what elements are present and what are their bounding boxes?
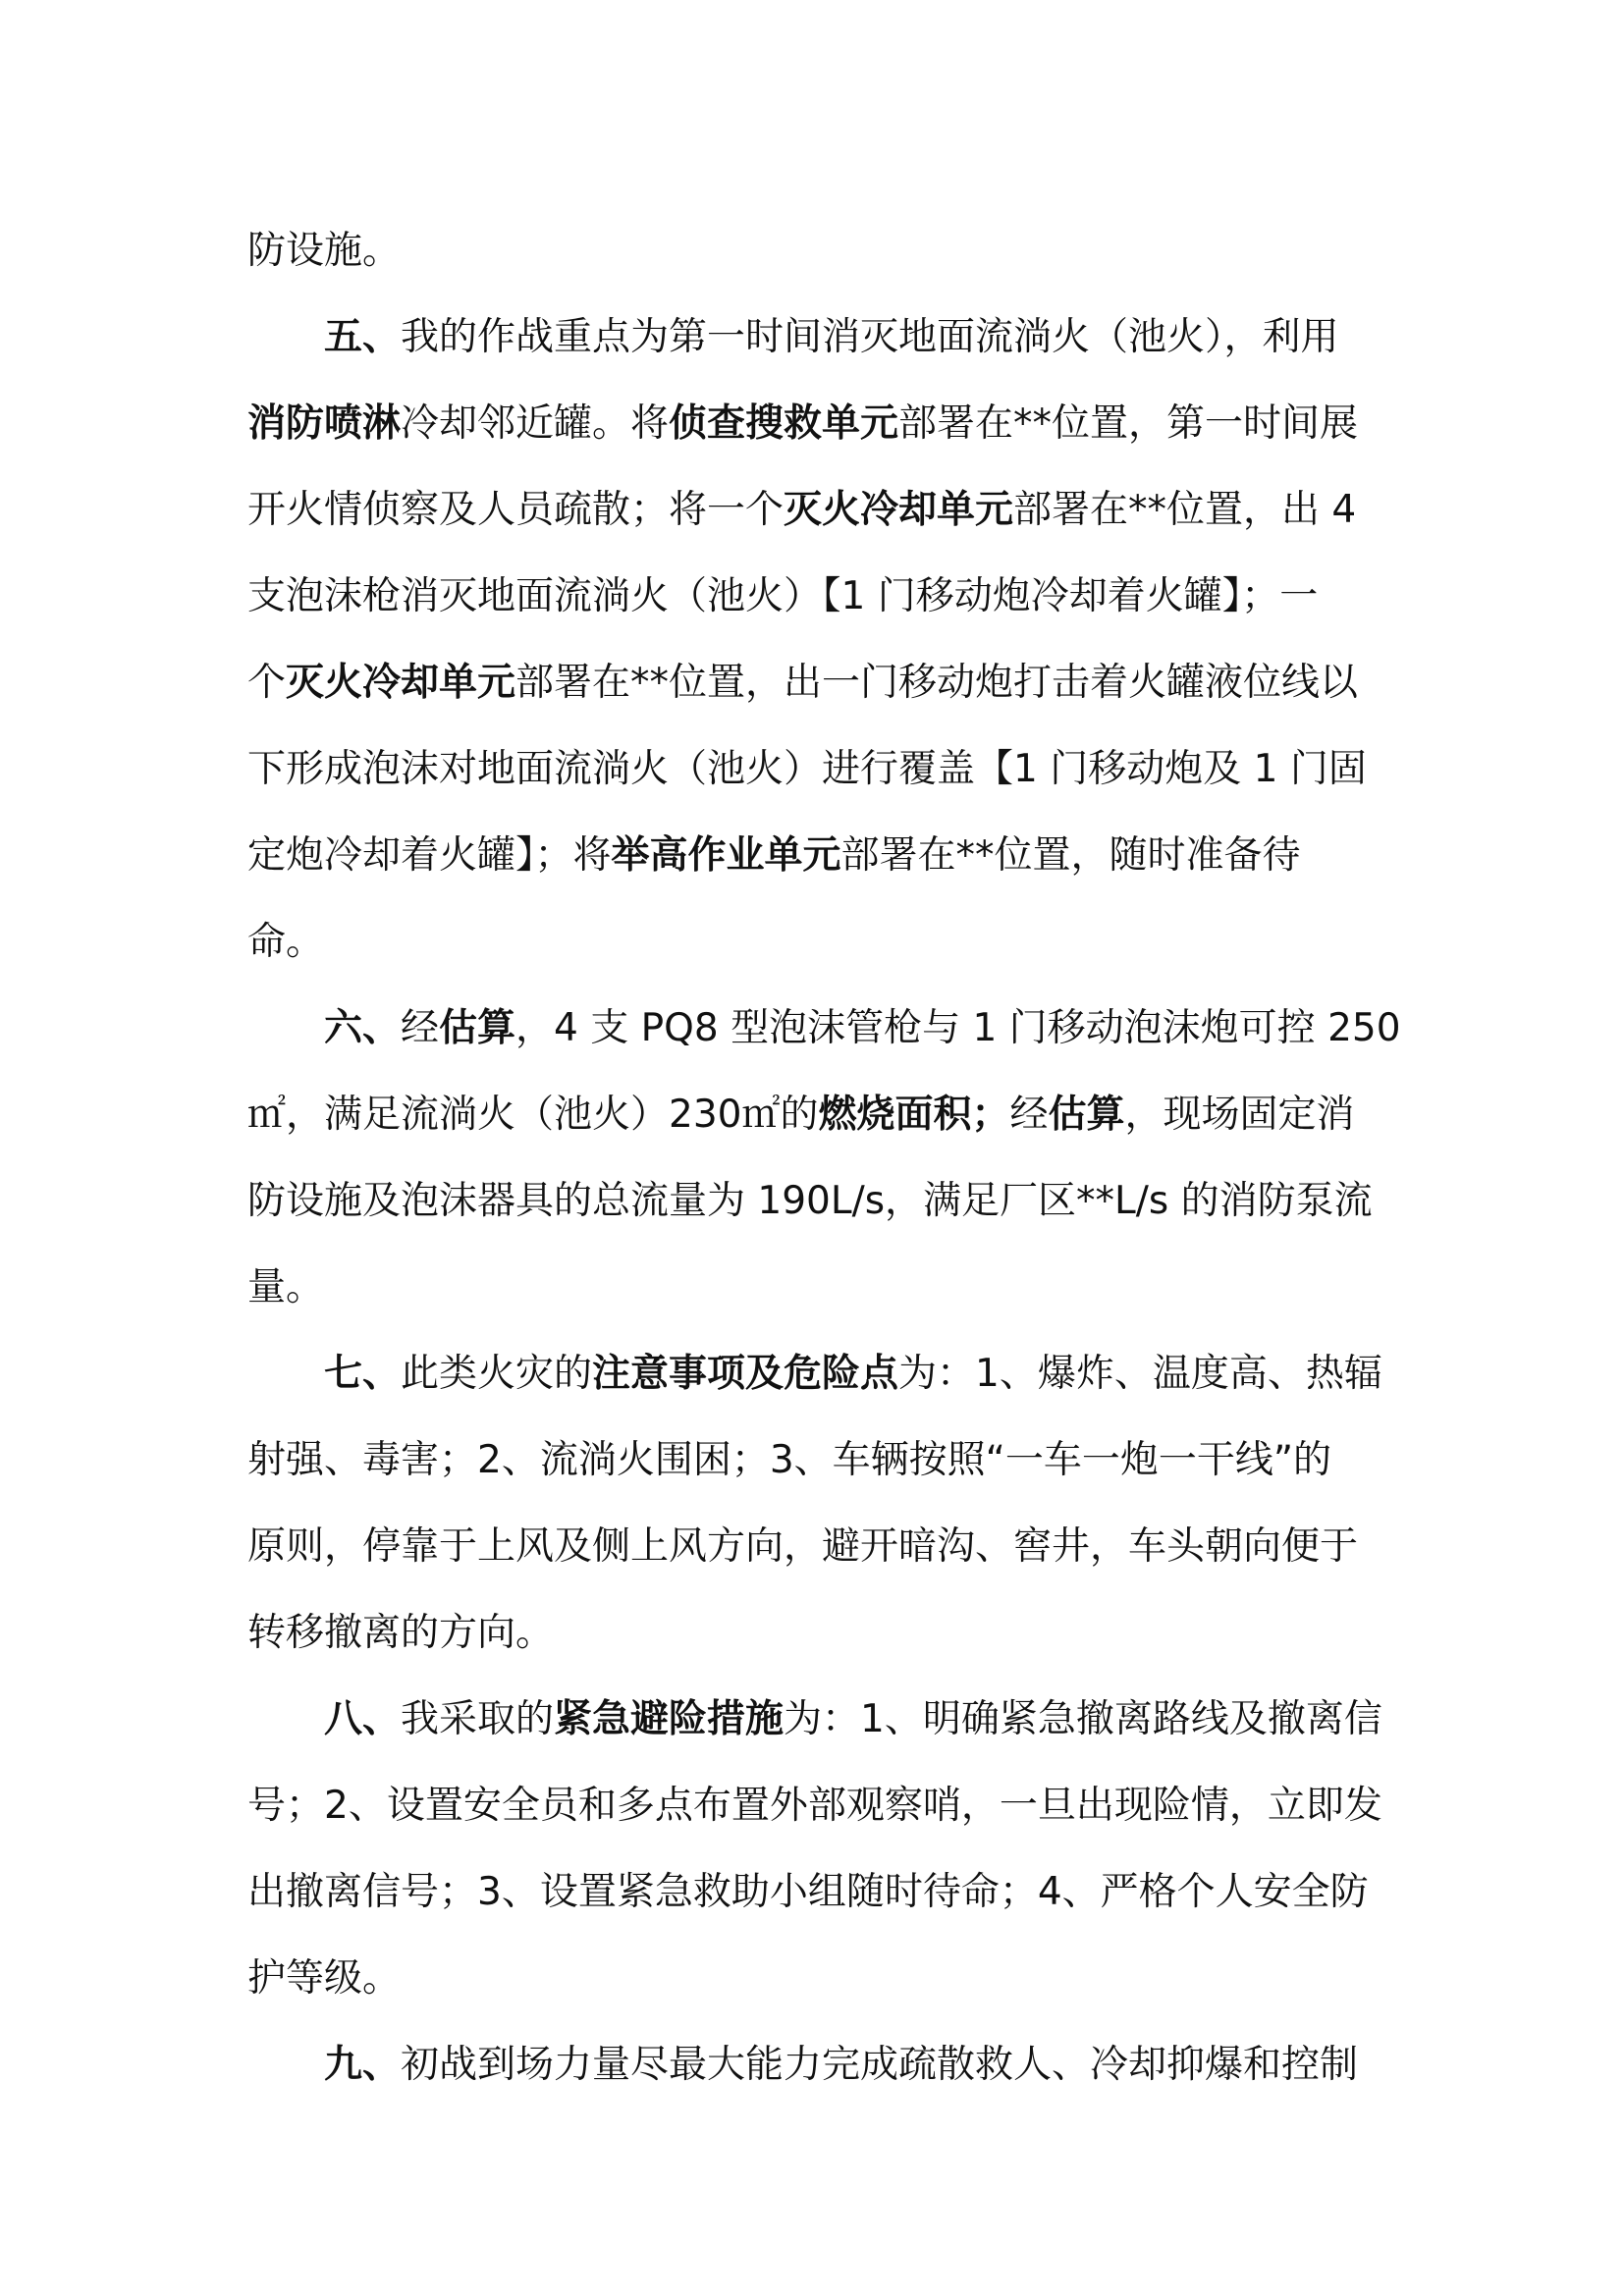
bold-text-segment: 紧急避险措施 <box>554 1697 785 1741</box>
text-line <box>247 1949 401 2008</box>
bold-text-segment: 七、 <box>324 1352 402 1396</box>
bold-text-segment: 估算 <box>439 1006 516 1050</box>
text-line <box>247 1777 1382 1836</box>
bold-text-segment: 六、 <box>324 1006 402 1050</box>
text-segment: 为：1、爆炸、温度高、热辐 <box>898 1352 1382 1396</box>
text-segment: 原则，停靠于上风及侧上风方向，避开暗沟、窖井，车头朝向便于 <box>247 1524 1359 1569</box>
text-segment: ㎡，满足流淌火（池火）230㎡的 <box>247 1093 819 1137</box>
text-segment: 射强、毒害；2、流淌火围困；3、车辆按照“一车一炮一干线”的 <box>247 1438 1332 1482</box>
text-segment: 号；2、设置安全员和多点布置外部观察哨，一旦出现险情，立即发 <box>247 1784 1382 1828</box>
text-line <box>247 827 1301 885</box>
text-segment: 部署在**位置，出一门移动炮打击着火罐液位线以 <box>515 661 1359 705</box>
text-segment: 我采取的 <box>401 1697 555 1741</box>
text-segment: 护等级。 <box>247 1956 402 2001</box>
text-segment: 为：1、明确紧急撤离路线及撤离信 <box>784 1697 1382 1741</box>
text-segment: 开火情侦察及人员疏散；将一个 <box>247 488 785 532</box>
text-line <box>247 654 1358 713</box>
text-segment: 转移撤离的方向。 <box>247 1611 555 1655</box>
text-line <box>247 1172 1373 1231</box>
text-segment: ，现场固定消 <box>1124 1093 1355 1137</box>
text-segment: 命。 <box>247 920 325 964</box>
bold-text-segment: 燃烧面积； <box>818 1093 1010 1137</box>
text-segment: 此类火灾的 <box>401 1352 593 1396</box>
text-line <box>324 2036 1358 2095</box>
text-segment: 出撤离信号；3、设置紧急救助小组随时待命；4、严格个人安全防 <box>247 1870 1369 1914</box>
text-line <box>324 308 1339 367</box>
text-segment: 部署在**位置，出 4 <box>1013 488 1357 532</box>
text-segment: 下形成泡沫对地面流淌火（池火）进行覆盖【1 门移动炮及 1 门固 <box>247 747 1367 791</box>
text-line <box>247 395 1358 454</box>
text-segment: 经 <box>401 1006 440 1050</box>
text-segment: 定炮冷却着火罐】；将 <box>247 833 612 878</box>
bold-text-segment: 消防喷淋 <box>247 401 402 446</box>
text-line <box>247 1604 554 1663</box>
text-segment: 冷却邻近罐。将 <box>401 401 670 446</box>
text-segment: 部署在**位置，第一时间展 <box>898 401 1359 446</box>
bold-text-segment: 灭火冷却单元 <box>286 661 516 705</box>
bold-text-segment: 注意事项及危险点 <box>592 1352 899 1396</box>
bold-text-segment: 举高作业单元 <box>611 833 841 878</box>
text-line <box>247 913 324 972</box>
bold-text-segment: 灭火冷却单元 <box>784 488 1014 532</box>
text-segment: 支泡沫枪消灭地面流淌火（池火）【1 门移动炮冷却着火罐】；一 <box>247 574 1319 618</box>
text-line <box>247 1086 1355 1145</box>
text-line <box>247 740 1367 799</box>
text-line <box>324 1690 1382 1749</box>
text-line <box>247 1258 324 1317</box>
text-line <box>247 567 1318 626</box>
text-line <box>324 1345 1382 1404</box>
text-segment: 部署在**位置，随时准备待 <box>840 833 1301 878</box>
text-segment: 个 <box>247 661 287 705</box>
bold-text-segment: 九、 <box>324 2043 402 2087</box>
bold-text-segment: 八、 <box>324 1697 402 1741</box>
text-line <box>247 1518 1358 1576</box>
text-line <box>247 481 1356 540</box>
text-segment: 防设施及泡沫器具的总流量为 190L/s，满足厂区**L/s 的消防泵流 <box>247 1179 1373 1223</box>
text-segment: 初战到场力量尽最大能力完成疏散救人、冷却抑爆和控制 <box>401 2043 1359 2087</box>
text-segment: 经 <box>1009 1093 1049 1137</box>
bold-text-segment: 五、 <box>324 315 402 359</box>
bold-text-segment: 侦查搜救单元 <box>669 401 899 446</box>
text-segment: 我的作战重点为第一时间消灭地面流淌火（池火），利用 <box>401 315 1339 359</box>
text-line <box>247 1431 1331 1490</box>
text-segment: ，4 支 PQ8 型泡沫管枪与 1 门移动泡沫炮可控 250 <box>515 1006 1401 1050</box>
text-line <box>247 222 401 281</box>
text-line <box>324 999 1401 1058</box>
bold-text-segment: 估算 <box>1048 1093 1125 1137</box>
text-segment: 防设施。 <box>247 229 402 273</box>
text-segment: 量。 <box>247 1265 325 1309</box>
text-line <box>247 1863 1369 1922</box>
